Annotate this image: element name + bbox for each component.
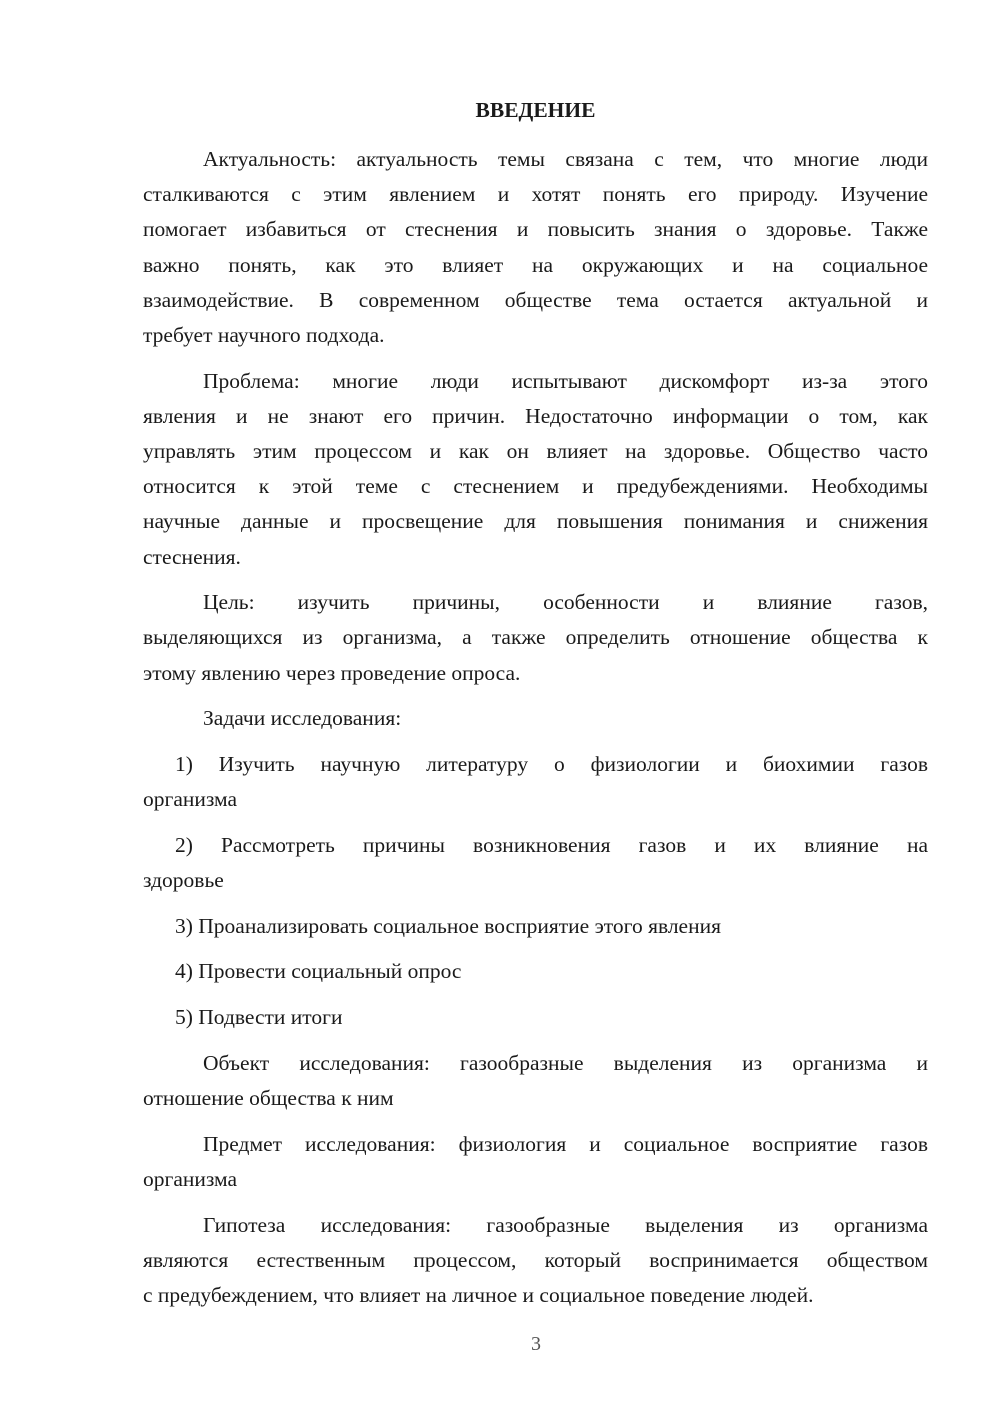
text-line: с предубеждением, что влияет на личное и социальное поведение людей. (143, 1282, 814, 1307)
text-line: выделяющихся из организма, а также определить отношение общества к (143, 625, 928, 650)
text-line: 4) Провести социальный опрос (175, 959, 462, 984)
text-line: здоровье (143, 868, 224, 893)
paragraph (143, 1127, 928, 1197)
text-line: относится к этой теме с стеснением и предубеждениями. Необходимы (143, 474, 928, 499)
paragraph (143, 142, 928, 353)
text-line: помогает избавиться от стеснения и повысить знания о здоровье. Также (143, 217, 928, 242)
section-title: ВВЕДЕНИЕ (475, 98, 596, 122)
text-line: управлять этим процессом и как он влияет на здоровье. Общество часто (143, 439, 928, 463)
paragraph (143, 364, 928, 575)
task-list-item (143, 909, 928, 944)
text-line: Задачи исследования: (203, 706, 402, 731)
text-line: стеснения. (143, 544, 241, 569)
text-line: 2) Рассмотреть причины возникновения газов и их влияние на (175, 832, 928, 857)
text-line: организма (143, 1166, 238, 1191)
text-line: являются естественным процессом, который воспринимается обществом (143, 1247, 928, 1272)
page-number: 3 (531, 1333, 541, 1355)
document-body (143, 142, 928, 1313)
task-list-item (143, 1000, 928, 1035)
text-line: Предмет исследования: физиология и социальное восприятие газов (203, 1131, 928, 1156)
text-line: Цель: изучить причины, особенности и влияние газов, (203, 590, 928, 615)
text-line: 3) Проанализировать социальное восприятие этого явления (175, 913, 721, 938)
paragraph (143, 1046, 928, 1116)
text-line: важно понять, как это влияет на окружающих и на социальное (143, 252, 928, 277)
text-line: взаимодействие. В современном обществе тема остается актуальной и (143, 287, 928, 312)
text-line: Гипотеза исследования: газообразные выделения из организма (203, 1212, 928, 1237)
text-line: отношение общества к ним (143, 1086, 394, 1110)
text-line: 1) Изучить научную литературу о физиологии и биохимии газов (175, 752, 928, 776)
document-page (143, 92, 928, 1313)
text-line: требует научного подхода. (143, 322, 385, 347)
text-line: Проблема: многие люди испытывают дискомфорт из-за этого (203, 368, 928, 393)
task-list-item (143, 954, 928, 989)
text-line: 5) Подвести итоги (175, 1005, 343, 1030)
text-line: Объект исследования: газообразные выделения из организма и (203, 1050, 928, 1075)
text-line: этому явлению через проведение опроса. (143, 660, 521, 685)
text-line: сталкиваются с этим явлением и хотят понять его природу. Изучение (143, 182, 928, 207)
task-list-item (143, 747, 928, 817)
task-list-item (143, 828, 928, 898)
text-line: организма (143, 787, 238, 812)
text-line: научные данные и просвещение для повышения понимания и снижения (143, 509, 928, 534)
text-line: явления и не знают его причин. Недостаточно информации о том, как (143, 403, 928, 428)
paragraph (143, 1208, 928, 1314)
paragraph (143, 585, 928, 691)
text-line: Актуальность: актуальность темы связана с тем, что многие люди (203, 147, 928, 171)
paragraph (143, 701, 928, 736)
